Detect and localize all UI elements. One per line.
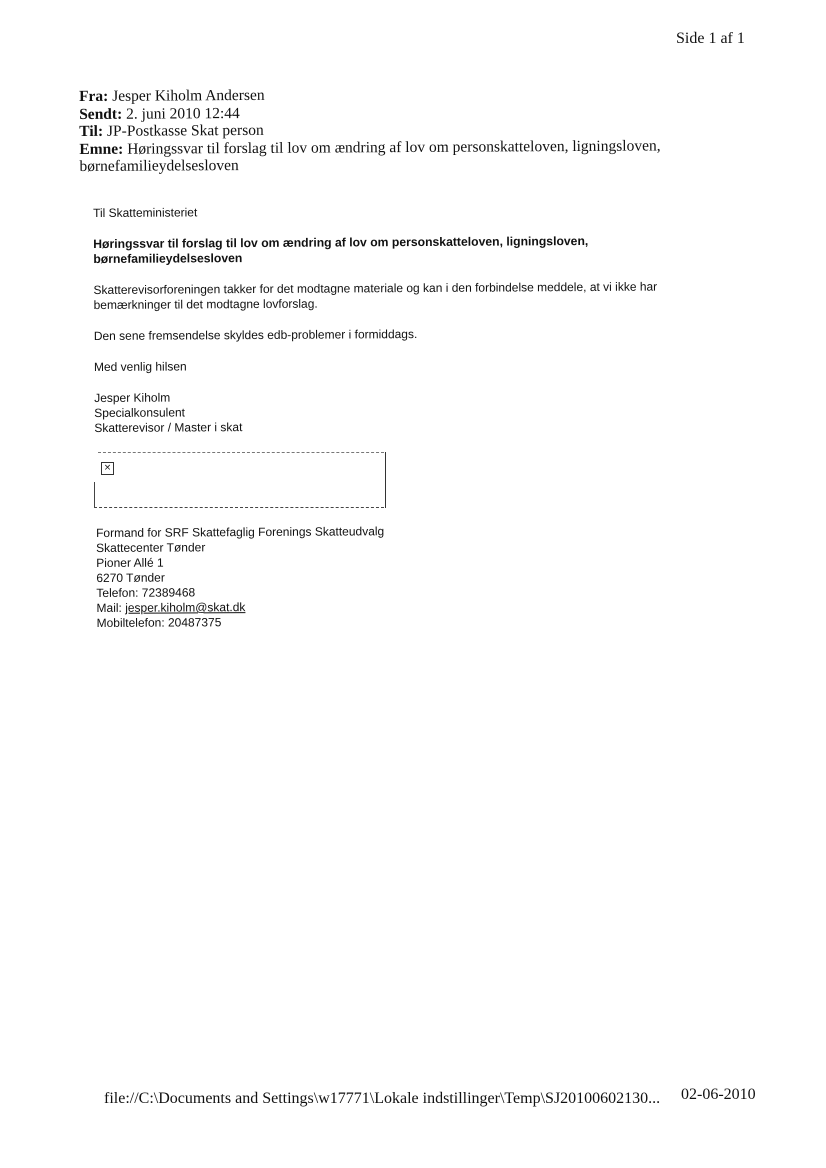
body-paragraph-1-line1: Skatterevisorforeningen takker for det modtagne materiale og kan i den forbindelse meddele, at vi ikke har xyxy=(93,279,658,297)
placeholder-frame-top xyxy=(98,452,384,453)
contact-line-3: Pioner Allé 1 xyxy=(96,555,164,570)
addressee: Til Skatteministeriet xyxy=(93,205,198,220)
body-paragraph-1 xyxy=(93,279,753,313)
signature-title: Specialkonsulent xyxy=(94,405,186,420)
sent-label: Sendt: xyxy=(79,105,123,123)
broken-image-icon: × xyxy=(101,462,114,475)
signature-role: Skatterevisor / Master i skat xyxy=(94,420,243,435)
footer-file-path: file://C:\Documents and Settings\w17771\Lokale indstillinger\Temp\SJ20100602130... xyxy=(104,1090,661,1107)
closing: Med venlig hilsen xyxy=(93,359,187,374)
contact-line-4: 6270 Tønder xyxy=(96,570,165,585)
body-heading-line2: børnefamilieydelsesloven xyxy=(93,251,243,266)
contact-line-2: Skattecenter Tønder xyxy=(96,540,206,555)
to-label: Til: xyxy=(79,122,104,140)
from-label: Fra: xyxy=(79,87,109,105)
email-body xyxy=(93,202,754,436)
placeholder-frame-right xyxy=(385,452,386,508)
footer-date: 02-06-2010 xyxy=(681,1086,756,1103)
signature xyxy=(94,387,754,436)
mail-link[interactable]: jesper.kiholm@skat.dk xyxy=(125,600,246,615)
mail-label: Mail: xyxy=(96,600,126,615)
subject-row-continued xyxy=(79,154,729,175)
contact-phone: Telefon: 72389468 xyxy=(96,585,196,600)
body-heading xyxy=(93,233,753,267)
placeholder-frame-bottom xyxy=(94,507,384,508)
page-number: Side 1 af 1 xyxy=(676,30,745,47)
subject-value-line2: børnefamilieydelsesloven xyxy=(79,157,239,175)
to-value: JP-Postkasse Skat person xyxy=(106,121,264,140)
email-header xyxy=(79,84,730,175)
body-paragraph-1-line2: bemærkninger til det modtagne lovforslag. xyxy=(93,296,318,312)
image-placeholder xyxy=(94,452,386,510)
contact-block xyxy=(96,523,517,631)
signature-name: Jesper Kiholm xyxy=(94,390,171,405)
placeholder-frame-left xyxy=(94,482,95,508)
subject-label: Emne: xyxy=(79,140,124,158)
from-value: Jesper Kiholm Andersen xyxy=(112,86,265,105)
sent-value: 2. juni 2010 12:44 xyxy=(126,104,240,123)
body-paragraph-2: Den sene fremsendelse skyldes edb-problemer i formiddags. xyxy=(93,327,418,343)
contact-line-1: Formand for SRF Skattefaglig Forenings Skatteudvalg xyxy=(96,524,385,540)
subject-value-line1: Høringssvar til forslag til lov om ændring af lov om personskatteloven, ligningsloven, xyxy=(127,136,661,158)
body-heading-line1: Høringssvar til forslag til lov om ændring af lov om personskatteloven, ligningsloven, xyxy=(93,233,589,251)
contact-mobile: Mobiltelefon: 20487375 xyxy=(96,615,222,630)
